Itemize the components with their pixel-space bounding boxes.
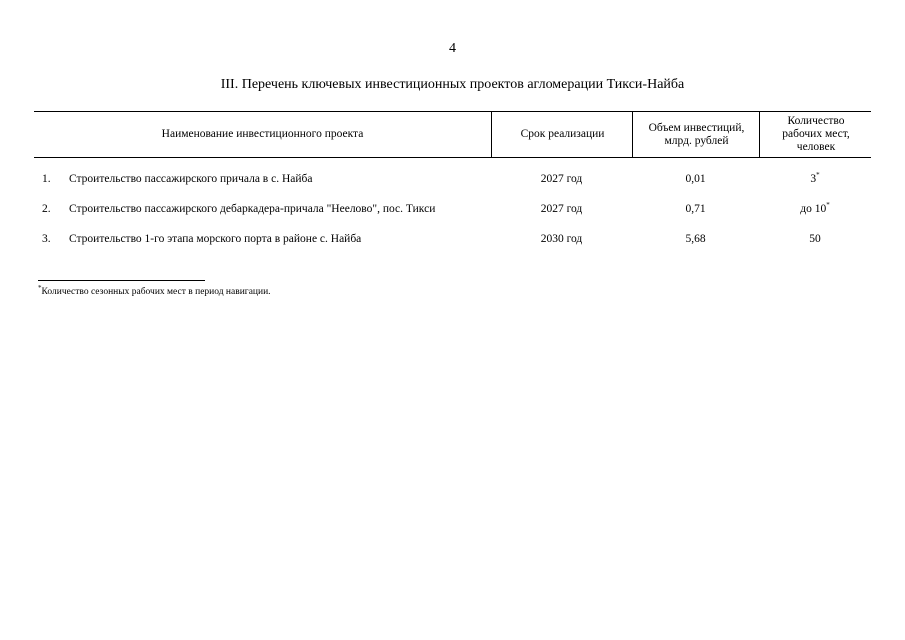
project-jobs (759, 173, 871, 185)
header-jobs-line2: рабочих мест, (782, 128, 850, 140)
footnote-mark: * (816, 171, 820, 180)
footnote-text: Количество сезонных рабочих мест в период навигации. (41, 287, 271, 297)
header-jobs-line3: человек (796, 141, 836, 153)
project-jobs (759, 203, 871, 215)
header-investment-line2: млрд. рублей (664, 134, 729, 147)
header-investment (632, 112, 760, 157)
row-number: 1. (42, 173, 51, 185)
table-row (34, 203, 871, 221)
project-term: 2027 год (540, 203, 583, 215)
document-title: III. Перечень ключевых инвестиционных проектов агломерации Тикси-Найба (220, 77, 685, 92)
project-name: Строительство пассажирского дебаркадера-причала "Неелово", пос. Тикси (69, 203, 436, 215)
header-term: Срок реализации (491, 112, 633, 157)
footnote (38, 283, 271, 297)
footnote-mark: * (38, 283, 42, 292)
page-number: 4 (449, 41, 456, 56)
jobs-value: 3 (810, 173, 817, 185)
project-investment: 0,01 (685, 173, 706, 185)
header-jobs (759, 112, 872, 157)
jobs-value: 50 (809, 233, 821, 245)
footnote-divider (38, 280, 205, 281)
header-investment-line1: Объем инвестиций, (648, 121, 745, 134)
project-investment: 0,71 (685, 203, 706, 215)
jobs-value: до 10 (800, 203, 827, 215)
header-project-name: Наименование инвестиционного проекта (161, 128, 364, 140)
project-name: Строительство пассажирского причала в с. Найба (69, 173, 313, 185)
project-investment: 5,68 (685, 233, 706, 245)
table-header (34, 111, 871, 158)
row-number: 2. (42, 203, 51, 215)
table-row (34, 173, 871, 191)
project-name: Строительство 1-го этапа морского порта в районе с. Найба (69, 233, 362, 245)
project-jobs (759, 233, 871, 245)
project-term: 2030 год (540, 233, 583, 245)
table-row (34, 233, 871, 251)
project-term: 2027 год (540, 173, 583, 185)
header-jobs-line1: Количество (787, 115, 845, 127)
investment-projects-table (34, 111, 871, 245)
footnote-mark: * (826, 201, 830, 210)
row-number: 3. (42, 233, 51, 245)
